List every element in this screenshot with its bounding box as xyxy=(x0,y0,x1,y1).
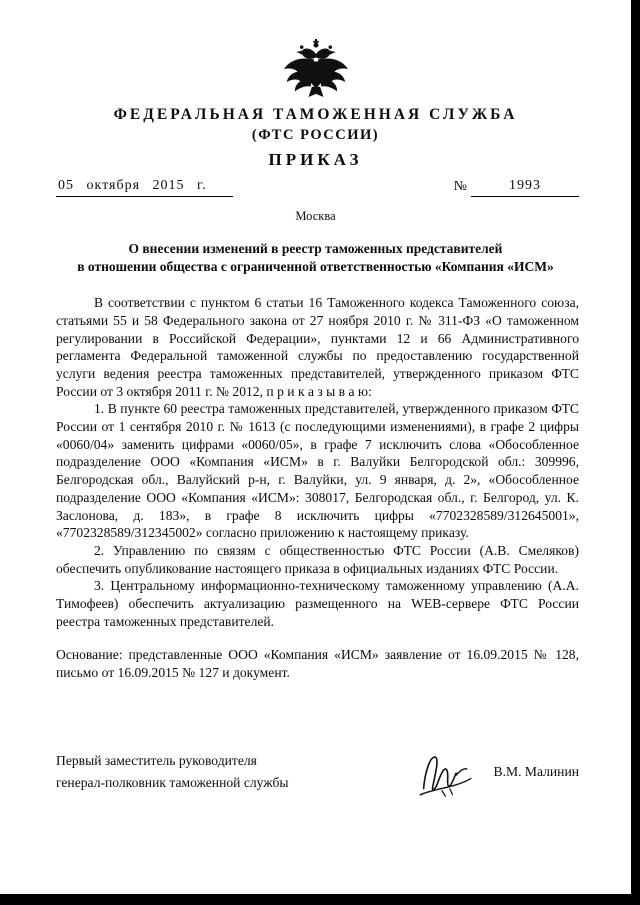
doc-title-line2: в отношении общества с ограниченной ответственностью «Компания «ИСМ» xyxy=(77,259,554,275)
fts-emblem-icon xyxy=(280,38,352,100)
body-paragraph-item2: 2. Управлению по связям с общественностью ФТС России (А.В. Смеляков) обеспечить опубликование настоящего приказа в официальных изданиях ФТС России. xyxy=(56,542,579,576)
doc-number-group xyxy=(454,178,579,197)
signer-name: В.М. Малинин xyxy=(493,763,579,779)
org-name-line2: (ФТС РОССИИ) xyxy=(251,127,380,143)
doc-date: 05 октября 2015 г. xyxy=(56,178,233,197)
doc-body xyxy=(56,294,579,630)
body-paragraph-intro: В соответствии с пунктом 6 статьи 16 Таможенного кодекса Таможенного союза, статьями 55 и 58 Федерального закона от 27 ноября 2010 г. № 311-ФЗ «О таможенном регулировании в Российской Федерации», пунктами 12 и 66 Административного регламента Федеральной таможенной службы по предоставлению государственной услуги ведения реестра таможенных представителей, утвержденного приказом ФТС России от 3 октября 2011 г. № 2012, п р и к а з ы в а ю: xyxy=(56,295,579,399)
org-name-line1: ФЕДЕРАЛЬНАЯ ТАМОЖЕННАЯ СЛУЖБА xyxy=(113,106,518,123)
doc-city: Москва xyxy=(295,209,336,223)
signer-title-line2: генерал-полковник таможенной службы xyxy=(56,774,289,790)
doc-title-line1: О внесении изменений в реестр таможенных представителей xyxy=(128,241,503,256)
doc-type-heading: ПРИКАЗ xyxy=(268,150,363,169)
doc-number: 1993 xyxy=(471,178,579,197)
number-sign: № xyxy=(453,179,467,194)
signature-icon xyxy=(407,742,486,801)
signer-title xyxy=(56,750,289,792)
basis-paragraph: Основание: представленные ООО «Компания «ИСМ» заявление от 16.09.2015 № 128, письмо от 16.09.2015 № 127 и документ. xyxy=(56,647,579,680)
doc-title xyxy=(60,240,571,276)
date-number-row xyxy=(56,178,579,197)
signer-title-line1: Первый заместитель руководителя xyxy=(56,753,257,769)
signature-block xyxy=(56,746,579,798)
body-paragraph-item1: 1. В пункте 60 реестра таможенных представителей, утвержденного приказом ФТС России от 1 сентября 2010 г. № 1613 (с последующими изменениями), в графе 2 цифры «0060/04» заменить цифрами «0060/05», в графе 7 исключить слова «Обособленное подразделение ООО «Компания «ИСМ» в г. Валуйки Белгородской обл.: 309996, Белгородская обл., Валуйский р-н, г. Валуйки, ул. 9 января, д. 2», «Обособленное подразделение ООО «Компания «ИСМ»: 308017, Белгородская обл., г. Белгород, ул. К. Заслонова, д. 183», в графе 8 исключить цифры «7702328589/312645001», «7702328589/312345002» согласно приложению к настоящему приказу. xyxy=(56,401,579,541)
body-paragraph-item3: 3. Центральному информационно-техническому таможенному управлению (А.А. Тимофеев) обеспечить актуализацию размещенного на WEB-сервере ФТС России реестра таможенных представителей. xyxy=(56,578,579,629)
